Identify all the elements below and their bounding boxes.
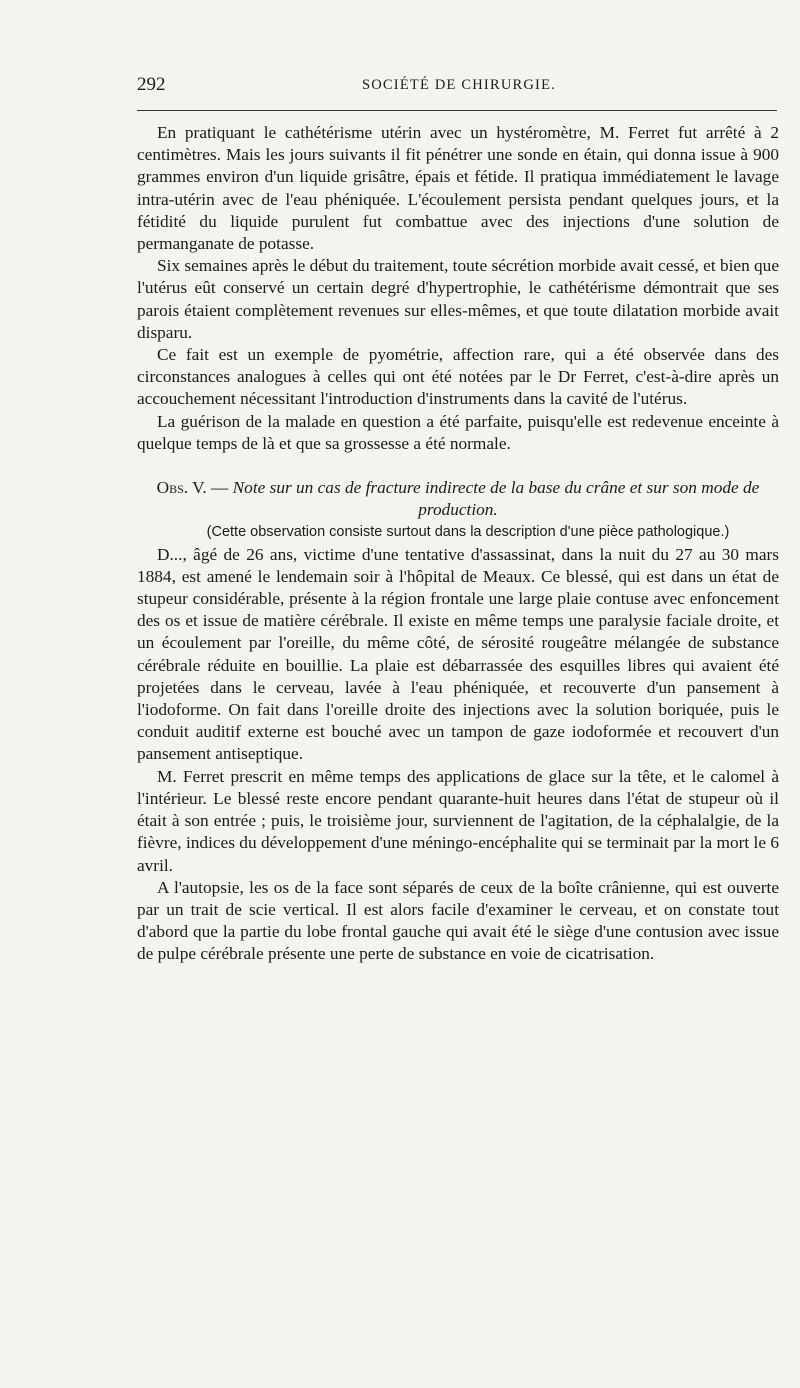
observation-title: Note sur un cas de fracture indirecte de la base du crâne et sur son mode de production. <box>232 478 760 520</box>
page-number: 292 <box>137 74 166 95</box>
paragraph: M. Ferret prescrit en même temps des applications de glace sur la tête, et le calomel à l'intérieur. Le blessé reste encore pendant quarante-huit heures dans l'état de stupeur où il était à son entrée ; puis, le troisième jour, surviennent de l'agitation, de la céphalalgie, de la fièvre, indices du développement d'une méningo-encéphalite qui se terminait par la mort le 6 avril. <box>137 766 779 875</box>
body-text <box>137 122 779 966</box>
header-rule <box>137 110 777 111</box>
observation-label: Obs. V. — <box>156 478 229 498</box>
observation-heading <box>137 477 779 521</box>
paragraph: Six semaines après le début du traitement, toute sécrétion morbide avait cessé, et bien que l'utérus eût conservé un certain degré d'hypertrophie, le cathétérisme démontrait que ses parois étaient complètement revenues sur elles-mêmes, et que toute dilatation morbide avait disparu. <box>137 256 779 342</box>
observation-note: (Cette observation consiste surtout dans la description d'une pièce pathologique.) <box>206 524 730 541</box>
running-title: SOCIÉTÉ DE CHIRURGIE. <box>362 77 556 93</box>
paragraph: A l'autopsie, les os de la face sont séparés de ceux de la boîte crânienne, qui est ouverte par un trait de scie vertical. Il est alors facile d'examiner le cerveau, et on constate tout d'abord que la partie du lobe frontal gauche qui avait été le siège d'une contusion avec issue de pulpe cérébrale présente une perte de substance en voie de cicatrisation. <box>137 877 779 964</box>
paragraph: La guérison de la malade en question a été parfaite, puisqu'elle est redevenue enceinte à quelque temps de là et que sa grossesse a été normale. <box>137 411 779 453</box>
page-header <box>137 74 777 100</box>
paragraph: En pratiquant le cathétérisme utérin avec un hystéromètre, M. Ferret fut arrêté à 2 centimètres. Mais les jours suivants il fit pénétrer une sonde en étain, qui donna issue à 900 grammes environ d'un liquide grisâtre, épais et fétide. Il pratiqua immédiatement le lavage intra-utérin avec de l'eau phéniquée. L'écoulement persista pendant quelques jours, et la fétidité du liquide purulent fut combattue avec des injections d'une solution de permanganate de potasse. <box>137 123 779 254</box>
paragraph: D..., âgé de 26 ans, victime d'une tentative d'assassinat, dans la nuit du 27 au 30 mars 1884, est amené le lendemain soir à l'hôpital de Meaux. Ce blessé, qui est dans un état de stupeur considérable, présente à la région frontale une large plaie contuse avec enfoncement des os et issue de matière cérébrale. Il existe en même temps une paralysie faciale droite, et un écoulement par l'oreille, du même côté, de sérosité rougeâtre mélangée de substance cérébrale réduite en bouillie. La plaie est débarrassée des esquilles libres qui avaient été projetées dans le cerveau, lavée à l'eau phéniquée, et recouverte d'un pansement à l'iodoforme. On fait dans l'oreille droite des injections avec la solution boriquée, puis le conduit auditif externe est bouché avec un tampon de gaze iodoformée et recouvert d'un pansement antiseptique. <box>137 544 779 764</box>
paragraph: Ce fait est un exemple de pyométrie, affection rare, qui a été observée dans des circonstances analogues à celles qui ont été notées par le Dr Ferret, c'est-à-dire après un accouchement nécessitant l'introduction d'instruments dans la cavité de l'utérus. <box>137 345 779 409</box>
